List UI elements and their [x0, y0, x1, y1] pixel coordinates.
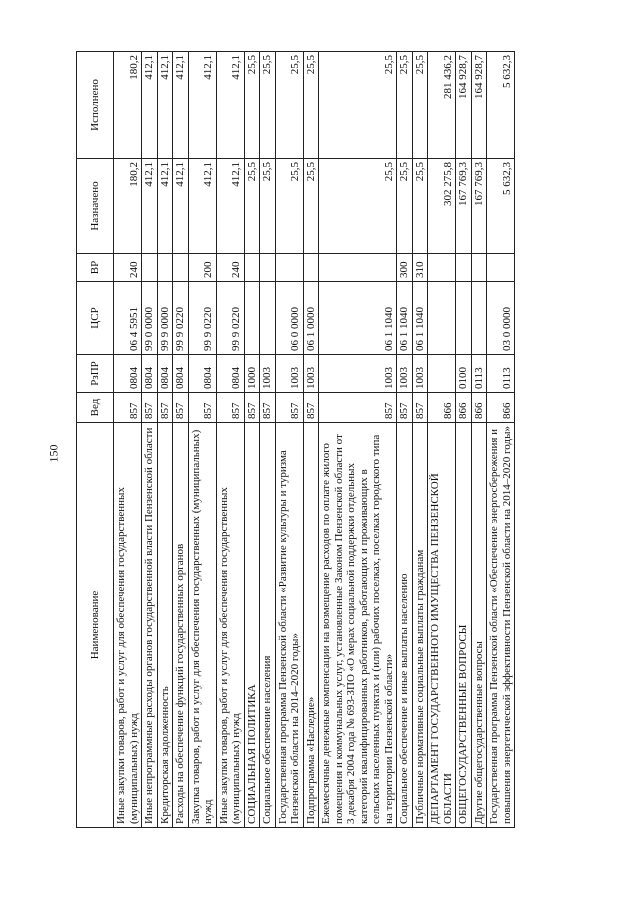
- cell-executed: 412,1: [173, 52, 189, 159]
- cell-name: Закупка товаров, работ и услуг для обеспечения государственных (муниципальных) нужд: [188, 423, 216, 828]
- cell-vr: 240: [114, 254, 142, 282]
- cell-vr: 310: [412, 254, 428, 282]
- cell-rzpr: 0804: [157, 355, 173, 393]
- cell-executed: 164 928,7: [471, 52, 487, 159]
- cell-rzpr: 1000: [244, 355, 260, 393]
- cell-vr: 240: [216, 254, 244, 282]
- cell-executed: 180,2: [114, 52, 142, 159]
- cell-rzpr: [428, 355, 456, 393]
- cell-rzpr: 0113: [487, 355, 515, 393]
- table-row: [471, 52, 487, 828]
- cell-rzpr: 0804: [188, 355, 216, 393]
- cell-assigned: 25,5: [303, 159, 319, 254]
- cell-assigned: 167 769,3: [456, 159, 472, 254]
- cell-name: Социальное обеспечение населения: [260, 423, 276, 828]
- cell-executed: 25,5: [275, 52, 303, 159]
- table-row: [142, 52, 158, 828]
- cell-vr: [275, 254, 303, 282]
- header-name: Наименование: [77, 423, 114, 828]
- cell-csr: 99 0 0000: [142, 282, 158, 355]
- cell-ved: 857: [260, 393, 276, 423]
- cell-rzpr: 0804: [114, 355, 142, 393]
- header-assigned: Назначено: [77, 159, 114, 254]
- cell-executed: 412,1: [188, 52, 216, 159]
- cell-name: Государственная программа Пензенской области «Обеспечение энергосбережения и повышения энергетической эффективности Пензенской области на 2014–2020 годы»: [487, 423, 515, 828]
- table-row: [275, 52, 303, 828]
- cell-rzpr: 0113: [471, 355, 487, 393]
- cell-assigned: 25,5: [397, 159, 413, 254]
- cell-executed: 5 632,3: [487, 52, 515, 159]
- cell-vr: [456, 254, 472, 282]
- cell-name: Расходы на обеспечение функций государственных органов: [173, 423, 189, 828]
- cell-vr: [260, 254, 276, 282]
- cell-rzpr: 1003: [397, 355, 413, 393]
- cell-rzpr: 0804: [142, 355, 158, 393]
- cell-ved: 857: [173, 393, 189, 423]
- cell-ved: 857: [216, 393, 244, 423]
- cell-name: Иные закупки товаров, работ и услуг для обеспечения государственных (муниципальных) нужд: [216, 423, 244, 828]
- cell-name: Другие общегосударственные вопросы: [471, 423, 487, 828]
- cell-csr: [260, 282, 276, 355]
- cell-rzpr: 1003: [275, 355, 303, 393]
- table-row: [412, 52, 428, 828]
- table-row: [260, 52, 276, 828]
- cell-vr: [173, 254, 189, 282]
- cell-name: ОБЩЕГОСУДАРСТВЕННЫЕ ВОПРОСЫ: [456, 423, 472, 828]
- table-row: [244, 52, 260, 828]
- cell-csr: 06 1 0000: [303, 282, 319, 355]
- table-body: [114, 52, 515, 828]
- cell-csr: 03 0 0000: [487, 282, 515, 355]
- header-rzpr: РзПР: [77, 355, 114, 393]
- cell-assigned: 302 275,8: [428, 159, 456, 254]
- cell-vr: [244, 254, 260, 282]
- cell-name: Государственная программа Пензенской области «Развитие культуры и туризма Пензенской области на 2014–2020 годы»: [275, 423, 303, 828]
- cell-assigned: 25,5: [412, 159, 428, 254]
- cell-rzpr: 0100: [456, 355, 472, 393]
- cell-assigned: 412,1: [173, 159, 189, 254]
- cell-vr: [157, 254, 173, 282]
- table-row: [216, 52, 244, 828]
- budget-table: [76, 51, 515, 828]
- cell-executed: 25,5: [303, 52, 319, 159]
- cell-ved: 857: [114, 393, 142, 423]
- table-row: [428, 52, 456, 828]
- cell-vr: [142, 254, 158, 282]
- table-header-row: [77, 52, 114, 828]
- table-row: [397, 52, 413, 828]
- cell-csr: [244, 282, 260, 355]
- cell-name: Ежемесячные денежные компенсации на возмещение расходов по оплате жилого помещения и коммунальных услуг, установленные Законом Пензенской области от 3 декабря 2004 года № 693-ЗПО «О мерах социальной поддержки отдельных категорий квалифицированных работников, работающих и проживающих в сельских населенных пунктах и (или) рабочих поселках, поселках городского типа на территории Пензенской области»: [319, 423, 397, 828]
- cell-csr: 06 0 0000: [275, 282, 303, 355]
- cell-ved: 857: [188, 393, 216, 423]
- cell-ved: 857: [319, 393, 397, 423]
- cell-rzpr: 0804: [216, 355, 244, 393]
- table-row: [487, 52, 515, 828]
- cell-ved: 857: [397, 393, 413, 423]
- cell-rzpr: 1003: [319, 355, 397, 393]
- cell-assigned: 25,5: [275, 159, 303, 254]
- cell-executed: 25,5: [397, 52, 413, 159]
- cell-csr: 99 9 0220: [188, 282, 216, 355]
- cell-name: Иные непрограммные расходы органов государственной власти Пензенской области: [142, 423, 158, 828]
- cell-executed: 25,5: [260, 52, 276, 159]
- cell-assigned: 412,1: [157, 159, 173, 254]
- cell-executed: 412,1: [216, 52, 244, 159]
- cell-executed: 412,1: [142, 52, 158, 159]
- cell-name: Подпрограмма «Наследие»: [303, 423, 319, 828]
- cell-csr: 06 4 5951: [114, 282, 142, 355]
- cell-name: Кредиторская задолженность: [157, 423, 173, 828]
- cell-executed: 25,5: [412, 52, 428, 159]
- cell-executed: 25,5: [319, 52, 397, 159]
- cell-ved: 866: [456, 393, 472, 423]
- cell-csr: 99 9 0220: [216, 282, 244, 355]
- cell-csr: 06 1 1040: [319, 282, 397, 355]
- header-vr: ВР: [77, 254, 114, 282]
- cell-vr: 300: [397, 254, 413, 282]
- table-row: [157, 52, 173, 828]
- cell-ved: 857: [157, 393, 173, 423]
- cell-ved: 857: [412, 393, 428, 423]
- header-csr: ЦСР: [77, 282, 114, 355]
- table-row: [188, 52, 216, 828]
- cell-vr: 200: [188, 254, 216, 282]
- rotated-table-wrapper: [76, 52, 566, 828]
- cell-executed: 25,5: [244, 52, 260, 159]
- cell-csr: 99 9 0220: [173, 282, 189, 355]
- cell-assigned: 25,5: [244, 159, 260, 254]
- cell-rzpr: 1003: [260, 355, 276, 393]
- cell-executed: 412,1: [157, 52, 173, 159]
- cell-executed: 164 928,7: [456, 52, 472, 159]
- cell-csr: [456, 282, 472, 355]
- cell-csr: [428, 282, 456, 355]
- cell-assigned: 412,1: [216, 159, 244, 254]
- cell-assigned: 167 769,3: [471, 159, 487, 254]
- cell-ved: 857: [244, 393, 260, 423]
- table-row: [319, 52, 397, 828]
- cell-name: Публичные нормативные социальные выплаты гражданам: [412, 423, 428, 828]
- cell-ved: 866: [471, 393, 487, 423]
- cell-csr: 06 1 1040: [397, 282, 413, 355]
- cell-executed: 281 436,2: [428, 52, 456, 159]
- cell-name: СОЦИАЛЬНАЯ ПОЛИТИКА: [244, 423, 260, 828]
- cell-rzpr: 0804: [173, 355, 189, 393]
- cell-ved: 857: [303, 393, 319, 423]
- header-ved: Вед: [77, 393, 114, 423]
- cell-rzpr: 1003: [412, 355, 428, 393]
- cell-csr: [471, 282, 487, 355]
- cell-ved: 857: [275, 393, 303, 423]
- cell-name: Иные закупки товаров, работ и услуг для обеспечения государственных (муниципальных) нужд: [114, 423, 142, 828]
- table-row: [173, 52, 189, 828]
- cell-ved: 866: [487, 393, 515, 423]
- cell-assigned: 180,2: [114, 159, 142, 254]
- cell-rzpr: 1003: [303, 355, 319, 393]
- cell-vr: [487, 254, 515, 282]
- page-number: 150: [46, 444, 61, 463]
- cell-name: Социальное обеспечение и иные выплаты населению: [397, 423, 413, 828]
- cell-assigned: 25,5: [260, 159, 276, 254]
- cell-assigned: 5 632,3: [487, 159, 515, 254]
- header-executed: Исполнено: [77, 52, 114, 159]
- cell-ved: 866: [428, 393, 456, 423]
- cell-vr: [303, 254, 319, 282]
- cell-assigned: 412,1: [188, 159, 216, 254]
- table-row: [303, 52, 319, 828]
- cell-vr: [428, 254, 456, 282]
- cell-assigned: 25,5: [319, 159, 397, 254]
- cell-csr: 99 9 0000: [157, 282, 173, 355]
- cell-vr: [471, 254, 487, 282]
- cell-vr: [319, 254, 397, 282]
- cell-name: ДЕПАРТАМЕНТ ГОСУДАРСТВЕННОГО ИМУЩЕСТВА ПЕНЗЕНСКОЙ ОБЛАСТИ: [428, 423, 456, 828]
- table-row: [114, 52, 142, 828]
- cell-ved: 857: [142, 393, 158, 423]
- cell-csr: 06 1 1040: [412, 282, 428, 355]
- table-row: [456, 52, 472, 828]
- cell-assigned: 412,1: [142, 159, 158, 254]
